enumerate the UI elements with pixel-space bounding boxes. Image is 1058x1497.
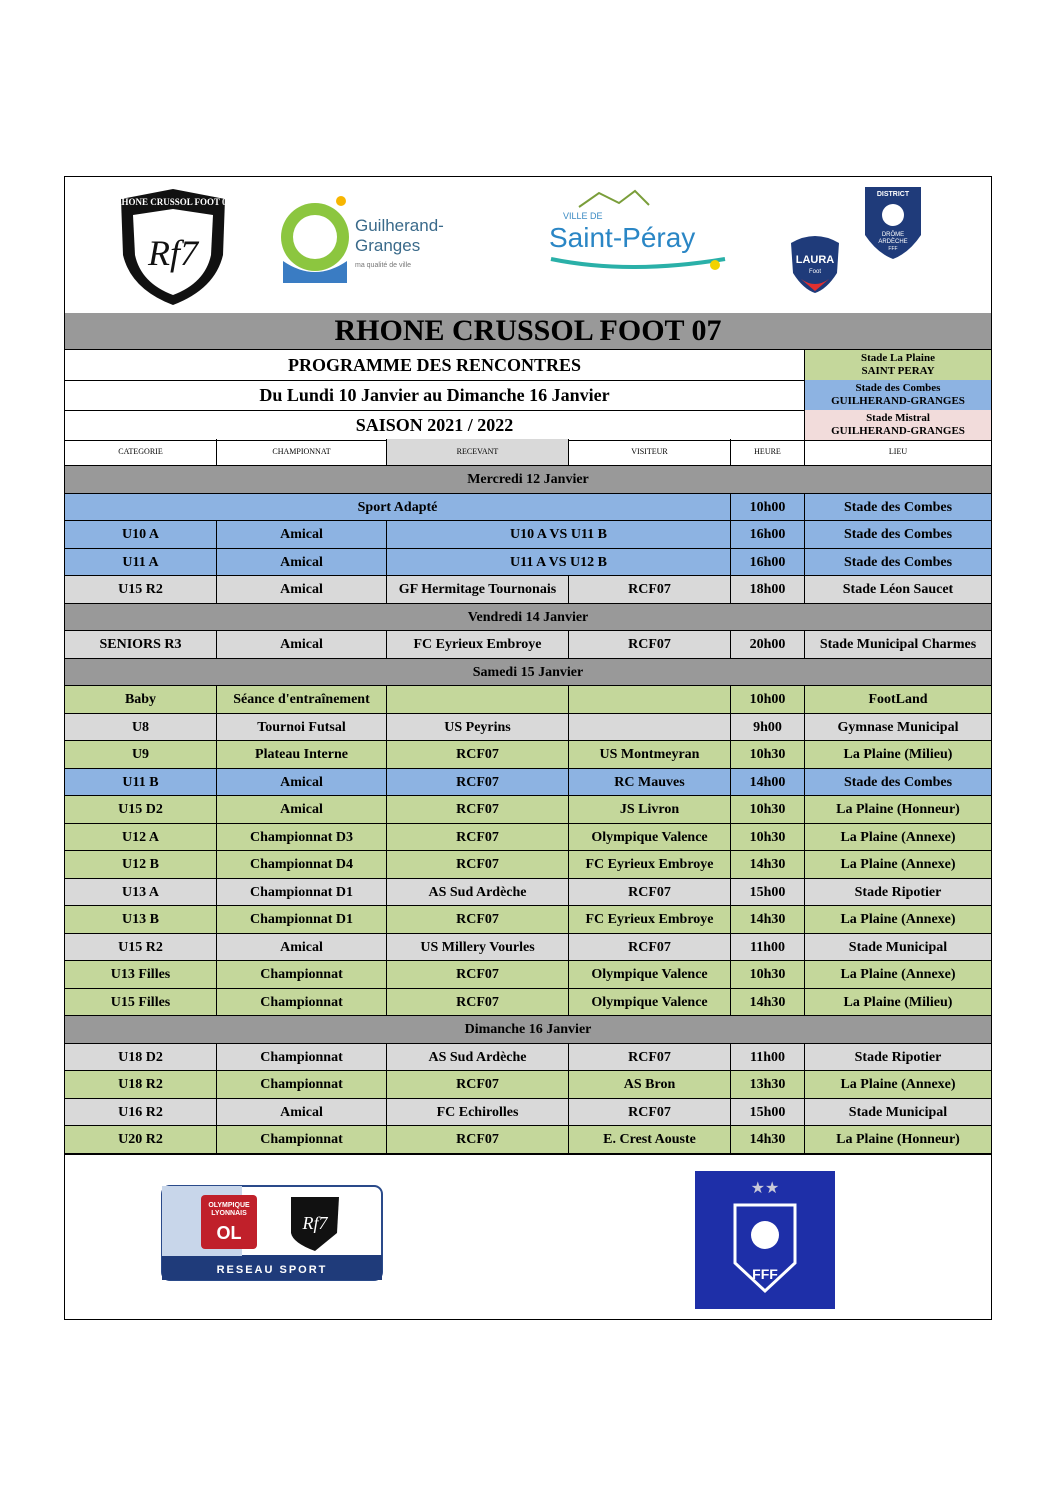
table-row bbox=[65, 686, 991, 714]
cell-heure: 18h00 bbox=[731, 576, 805, 603]
cell-recevant: RCF07 bbox=[387, 961, 569, 988]
table-row bbox=[65, 1126, 991, 1154]
cell-visiteur: FC Eyrieux Embroye bbox=[569, 851, 731, 878]
cell-heure: 14h30 bbox=[731, 1126, 805, 1153]
cell-heure: 9h00 bbox=[731, 714, 805, 741]
cell-recevant: FC Echirolles bbox=[387, 1099, 569, 1126]
cell-lieu: Stade des Combes bbox=[843, 527, 953, 542]
cell-lieu: Stade des Combes bbox=[843, 774, 953, 790]
cell-championnat: Amical bbox=[217, 796, 387, 823]
cell-categorie: U11 A bbox=[65, 549, 217, 576]
col-lieu: LIEU bbox=[888, 447, 908, 456]
cell-championnat: Amical bbox=[217, 549, 387, 576]
svg-text:Rf7: Rf7 bbox=[148, 233, 198, 273]
cell-lieu: Stade des Combes bbox=[843, 554, 953, 570]
cell-categorie: U13 B bbox=[65, 906, 217, 933]
table-row bbox=[65, 1044, 991, 1072]
cell-visiteur: RCF07 bbox=[569, 1044, 731, 1071]
stadium-name: Stade des Combes bbox=[855, 382, 941, 394]
dates-row bbox=[65, 380, 991, 411]
ol-reseau-sport-logo bbox=[161, 1185, 383, 1281]
cell-lieu: Stade Léon Saucet bbox=[842, 582, 954, 597]
stadium-legend-la-plaine bbox=[805, 350, 991, 380]
svg-text:Foot: Foot bbox=[808, 269, 822, 275]
cell-championnat: Championnat D1 bbox=[217, 879, 387, 906]
bottom-logo-bar bbox=[65, 1154, 991, 1321]
cell-recevant: RCF07 bbox=[387, 906, 569, 933]
cell-heure: 15h00 bbox=[731, 879, 805, 906]
stadium-name: Stade Mistral bbox=[866, 412, 930, 424]
cell-lieu: Stade des Combes bbox=[843, 499, 953, 515]
cell-recevant: RCF07 bbox=[387, 741, 569, 768]
svg-text:★★: ★★ bbox=[750, 1178, 780, 1197]
cell-recevant: FC Eyrieux Embroye bbox=[387, 631, 569, 658]
cell-recevant: RCF07 bbox=[387, 1071, 569, 1098]
programme-row bbox=[65, 350, 991, 381]
svg-text:FFF: FFF bbox=[752, 1266, 778, 1282]
cell-visiteur: RCF07 bbox=[569, 631, 731, 658]
cell-recevant: RCF07 bbox=[387, 824, 569, 851]
cell-visiteur: RCF07 bbox=[569, 576, 731, 603]
cell-heure: 10h00 bbox=[731, 686, 805, 713]
cell-recevant: US Peyrins bbox=[387, 714, 569, 741]
svg-text:Granges: Granges bbox=[355, 236, 421, 255]
col-heure: HEURE bbox=[731, 439, 805, 465]
cell-heure: 11h00 bbox=[731, 1044, 805, 1071]
svg-text:RESEAU SPORT: RESEAU SPORT bbox=[216, 1264, 328, 1276]
cell-championnat: Championnat bbox=[217, 1044, 387, 1071]
cell-heure: 10h30 bbox=[731, 796, 805, 823]
table-row bbox=[65, 879, 991, 907]
day-label: Mercredi 12 Janvier bbox=[467, 472, 589, 487]
cell-championnat: Championnat bbox=[217, 961, 387, 988]
cell-championnat: Championnat D4 bbox=[217, 851, 387, 878]
cell-lieu: Stade Municipal bbox=[848, 939, 948, 955]
stadium-town: GUILHERAND-GRANGES bbox=[831, 395, 965, 407]
table-row bbox=[65, 1099, 991, 1127]
cell-recevant: RCF07 bbox=[387, 796, 569, 823]
cell-lieu: Stade Municipal Charmes bbox=[819, 637, 977, 652]
svg-text:ARDÈCHE: ARDÈCHE bbox=[878, 239, 908, 245]
table-row bbox=[65, 851, 991, 879]
cell-categorie: U13 Filles bbox=[65, 961, 217, 988]
cell-visiteur: RCF07 bbox=[569, 934, 731, 961]
cell-championnat: Amical bbox=[217, 631, 387, 658]
cell-lieu: La Plaine (Annexe) bbox=[840, 857, 956, 872]
cell-championnat: Championnat D3 bbox=[217, 824, 387, 851]
cell-visiteur: FC Eyrieux Embroye bbox=[569, 906, 731, 933]
svg-text:ma qualité de ville: ma qualité de ville bbox=[355, 262, 412, 269]
date-range: Du Lundi 10 Janvier au Dimanche 16 Janvier bbox=[65, 380, 805, 410]
svg-text:LAURA: LAURA bbox=[795, 254, 835, 266]
laura-foot-logo bbox=[787, 233, 843, 295]
cell-championnat: Amical bbox=[217, 769, 387, 796]
cell-heure: 13h30 bbox=[731, 1071, 805, 1098]
cell-recevant: US Millery Vourles bbox=[387, 934, 569, 961]
table-row bbox=[65, 824, 991, 852]
day-header bbox=[65, 466, 991, 494]
cell-visiteur: E. Crest Aouste bbox=[569, 1126, 731, 1153]
day-label: Vendredi 14 Janvier bbox=[467, 609, 589, 625]
cell-categorie: U20 R2 bbox=[65, 1126, 217, 1153]
cell-lieu: La Plaine (Annexe) bbox=[840, 829, 956, 845]
cell-match: U11 A VS U12 B bbox=[387, 549, 731, 576]
cell-categorie: U11 B bbox=[65, 769, 217, 796]
cell-visiteur: RCF07 bbox=[569, 1099, 731, 1126]
cell-recevant: RCF07 bbox=[387, 769, 569, 796]
cell-heure: 10h00 bbox=[731, 494, 805, 521]
day-header bbox=[65, 659, 991, 687]
cell-categorie: U9 bbox=[65, 741, 217, 768]
programme-title: PROGRAMME DES RENCONTRES bbox=[65, 350, 805, 380]
cell-categorie: U10 A bbox=[65, 521, 217, 548]
stadium-town: SAINT PERAY bbox=[861, 365, 935, 377]
cell-recevant: RCF07 bbox=[387, 851, 569, 878]
day-header bbox=[65, 1016, 991, 1044]
cell-heure: 10h30 bbox=[731, 961, 805, 988]
cell-lieu: FootLand bbox=[868, 692, 928, 707]
cell-categorie: U18 R2 bbox=[65, 1071, 217, 1098]
cell-lieu: Stade Ripotier bbox=[854, 884, 942, 900]
cell-lieu: La Plaine (Honneur) bbox=[836, 1132, 960, 1147]
cell-championnat: Amical bbox=[217, 576, 387, 603]
table-row bbox=[65, 549, 991, 577]
cell-championnat: Championnat bbox=[217, 1126, 387, 1153]
cell-visiteur: AS Bron bbox=[569, 1071, 731, 1098]
cell-recevant: RCF07 bbox=[387, 1126, 569, 1153]
cell-heure: 14h00 bbox=[731, 769, 805, 796]
cell-lieu: Stade Ripotier bbox=[854, 1049, 942, 1065]
stadium-name: Stade La Plaine bbox=[861, 352, 935, 364]
cell-heure: 14h30 bbox=[731, 989, 805, 1016]
cell-categorie: U15 R2 bbox=[65, 576, 217, 603]
cell-lieu: La Plaine (Milieu) bbox=[843, 994, 953, 1010]
cell-championnat: Séance d'entraînement bbox=[217, 686, 387, 713]
matches-table bbox=[65, 466, 991, 1154]
svg-text:DRÔME: DRÔME bbox=[881, 232, 905, 238]
stadium-town: GUILHERAND-GRANGES bbox=[831, 425, 965, 437]
stadium-legend-mistral bbox=[805, 410, 991, 440]
cell-visiteur bbox=[569, 686, 731, 713]
cell-recevant bbox=[387, 686, 569, 713]
cell-championnat: Championnat bbox=[217, 989, 387, 1016]
cell-lieu: La Plaine (Annexe) bbox=[840, 1077, 956, 1092]
table-row bbox=[65, 989, 991, 1017]
cell-match: U10 A VS U11 B bbox=[387, 521, 731, 548]
day-label: Dimanche 16 Janvier bbox=[464, 1022, 592, 1037]
cell-categorie: U15 D2 bbox=[65, 796, 217, 823]
cell-visiteur: Olympique Valence bbox=[569, 961, 731, 988]
cell-visiteur: RC Mauves bbox=[569, 769, 731, 796]
table-row bbox=[65, 961, 991, 989]
cell-recevant: AS Sud Ardèche bbox=[387, 879, 569, 906]
table-row bbox=[65, 906, 991, 934]
column-headers bbox=[65, 439, 991, 466]
svg-text:LYONNAIS: LYONNAIS bbox=[211, 1210, 247, 1217]
col-championnat: CHAMPIONNAT bbox=[217, 439, 387, 465]
cell-lieu: Stade Municipal bbox=[848, 1104, 948, 1120]
cell-categorie: SENIORS R3 bbox=[65, 631, 217, 658]
svg-text:RHONE CRUSSOL FOOT 07: RHONE CRUSSOL FOOT 07 bbox=[115, 197, 231, 207]
svg-text:OLYMPIQUE: OLYMPIQUE bbox=[208, 1202, 250, 1209]
day-header bbox=[65, 604, 991, 632]
cell-championnat: Championnat bbox=[217, 1071, 387, 1098]
table-row bbox=[65, 714, 991, 742]
page-title: RHONE CRUSSOL FOOT 07 bbox=[65, 313, 991, 350]
cell-lieu: La Plaine (Honneur) bbox=[836, 802, 960, 817]
cell-heure: 10h30 bbox=[731, 824, 805, 851]
stadium-legend-combes bbox=[805, 380, 991, 410]
cell-categorie: U15 R2 bbox=[65, 934, 217, 961]
cell-recevant: RCF07 bbox=[387, 989, 569, 1016]
svg-text:Guilherand-: Guilherand- bbox=[355, 216, 444, 235]
district-drome-ardeche-logo bbox=[861, 183, 925, 261]
svg-text:VILLE DE: VILLE DE bbox=[563, 211, 603, 221]
svg-text:FFF: FFF bbox=[888, 246, 898, 252]
saison-row bbox=[65, 410, 991, 441]
col-categorie: CATEGORIE bbox=[65, 439, 217, 465]
svg-text:Saint-Péray: Saint-Péray bbox=[549, 222, 696, 253]
schedule-sheet bbox=[64, 176, 992, 1320]
club-logo bbox=[115, 185, 231, 309]
svg-text:OL: OL bbox=[216, 1223, 242, 1243]
cell-categorie: U15 Filles bbox=[65, 989, 217, 1016]
cell-recevant: AS Sud Ardèche bbox=[387, 1044, 569, 1071]
table-row bbox=[65, 1071, 991, 1099]
cell-heure: 11h00 bbox=[731, 934, 805, 961]
svg-text:DISTRICT: DISTRICT bbox=[876, 191, 910, 198]
cell-heure: 16h00 bbox=[731, 521, 805, 548]
cell-visiteur: RCF07 bbox=[569, 879, 731, 906]
cell-categorie: U13 A bbox=[65, 879, 217, 906]
cell-championnat: Amical bbox=[217, 934, 387, 961]
table-row bbox=[65, 494, 991, 522]
cell-heure: 14h30 bbox=[731, 851, 805, 878]
cell-categorie: U12 B bbox=[65, 851, 217, 878]
cell-categorie: U16 R2 bbox=[65, 1099, 217, 1126]
top-logo-bar bbox=[65, 177, 991, 314]
cell-lieu: La Plaine (Milieu) bbox=[843, 747, 953, 762]
table-row bbox=[65, 796, 991, 824]
svg-text:Rf7: Rf7 bbox=[302, 1213, 328, 1233]
table-row bbox=[65, 576, 991, 604]
cell-categorie: Baby bbox=[65, 686, 217, 713]
day-label: Samedi 15 Janvier bbox=[472, 664, 584, 680]
cell-lieu: La Plaine (Annexe) bbox=[840, 967, 956, 982]
cell-heure: 15h00 bbox=[731, 1099, 805, 1126]
cell-championnat: Tournoi Futsal bbox=[217, 714, 387, 741]
guilherand-granges-logo bbox=[275, 191, 455, 291]
cell-lieu: Gymnase Municipal bbox=[837, 719, 959, 735]
cell-categorie: U8 bbox=[65, 714, 217, 741]
cell-visiteur: Olympique Valence bbox=[569, 824, 731, 851]
cell-lieu: La Plaine (Annexe) bbox=[840, 912, 956, 927]
cell-championnat: Amical bbox=[217, 521, 387, 548]
cell-visiteur: Olympique Valence bbox=[569, 989, 731, 1016]
table-row bbox=[65, 631, 991, 659]
saison-label: SAISON 2021 / 2022 bbox=[65, 410, 805, 440]
table-row bbox=[65, 521, 991, 549]
fff-logo bbox=[695, 1171, 835, 1309]
cell-championnat: Championnat D1 bbox=[217, 906, 387, 933]
table-row bbox=[65, 934, 991, 962]
cell-heure: 10h30 bbox=[731, 741, 805, 768]
cell-categorie: U18 D2 bbox=[65, 1044, 217, 1071]
cell-heure: 16h00 bbox=[731, 549, 805, 576]
cell-categorie: U12 A bbox=[65, 824, 217, 851]
col-visiteur: VISITEUR bbox=[569, 439, 731, 465]
table-row bbox=[65, 769, 991, 797]
cell-heure: 14h30 bbox=[731, 906, 805, 933]
cell-championnat: Plateau Interne bbox=[217, 741, 387, 768]
saint-peray-logo bbox=[539, 185, 739, 279]
table-row bbox=[65, 741, 991, 769]
merged-activity: Sport Adapté bbox=[65, 494, 731, 521]
cell-visiteur: US Montmeyran bbox=[569, 741, 731, 768]
cell-recevant: GF Hermitage Tournonais bbox=[387, 576, 569, 603]
col-recevant: RECEVANT bbox=[387, 439, 569, 465]
cell-heure: 20h00 bbox=[731, 631, 805, 658]
cell-visiteur bbox=[569, 714, 731, 741]
cell-visiteur: JS Livron bbox=[569, 796, 731, 823]
cell-championnat: Amical bbox=[217, 1099, 387, 1126]
